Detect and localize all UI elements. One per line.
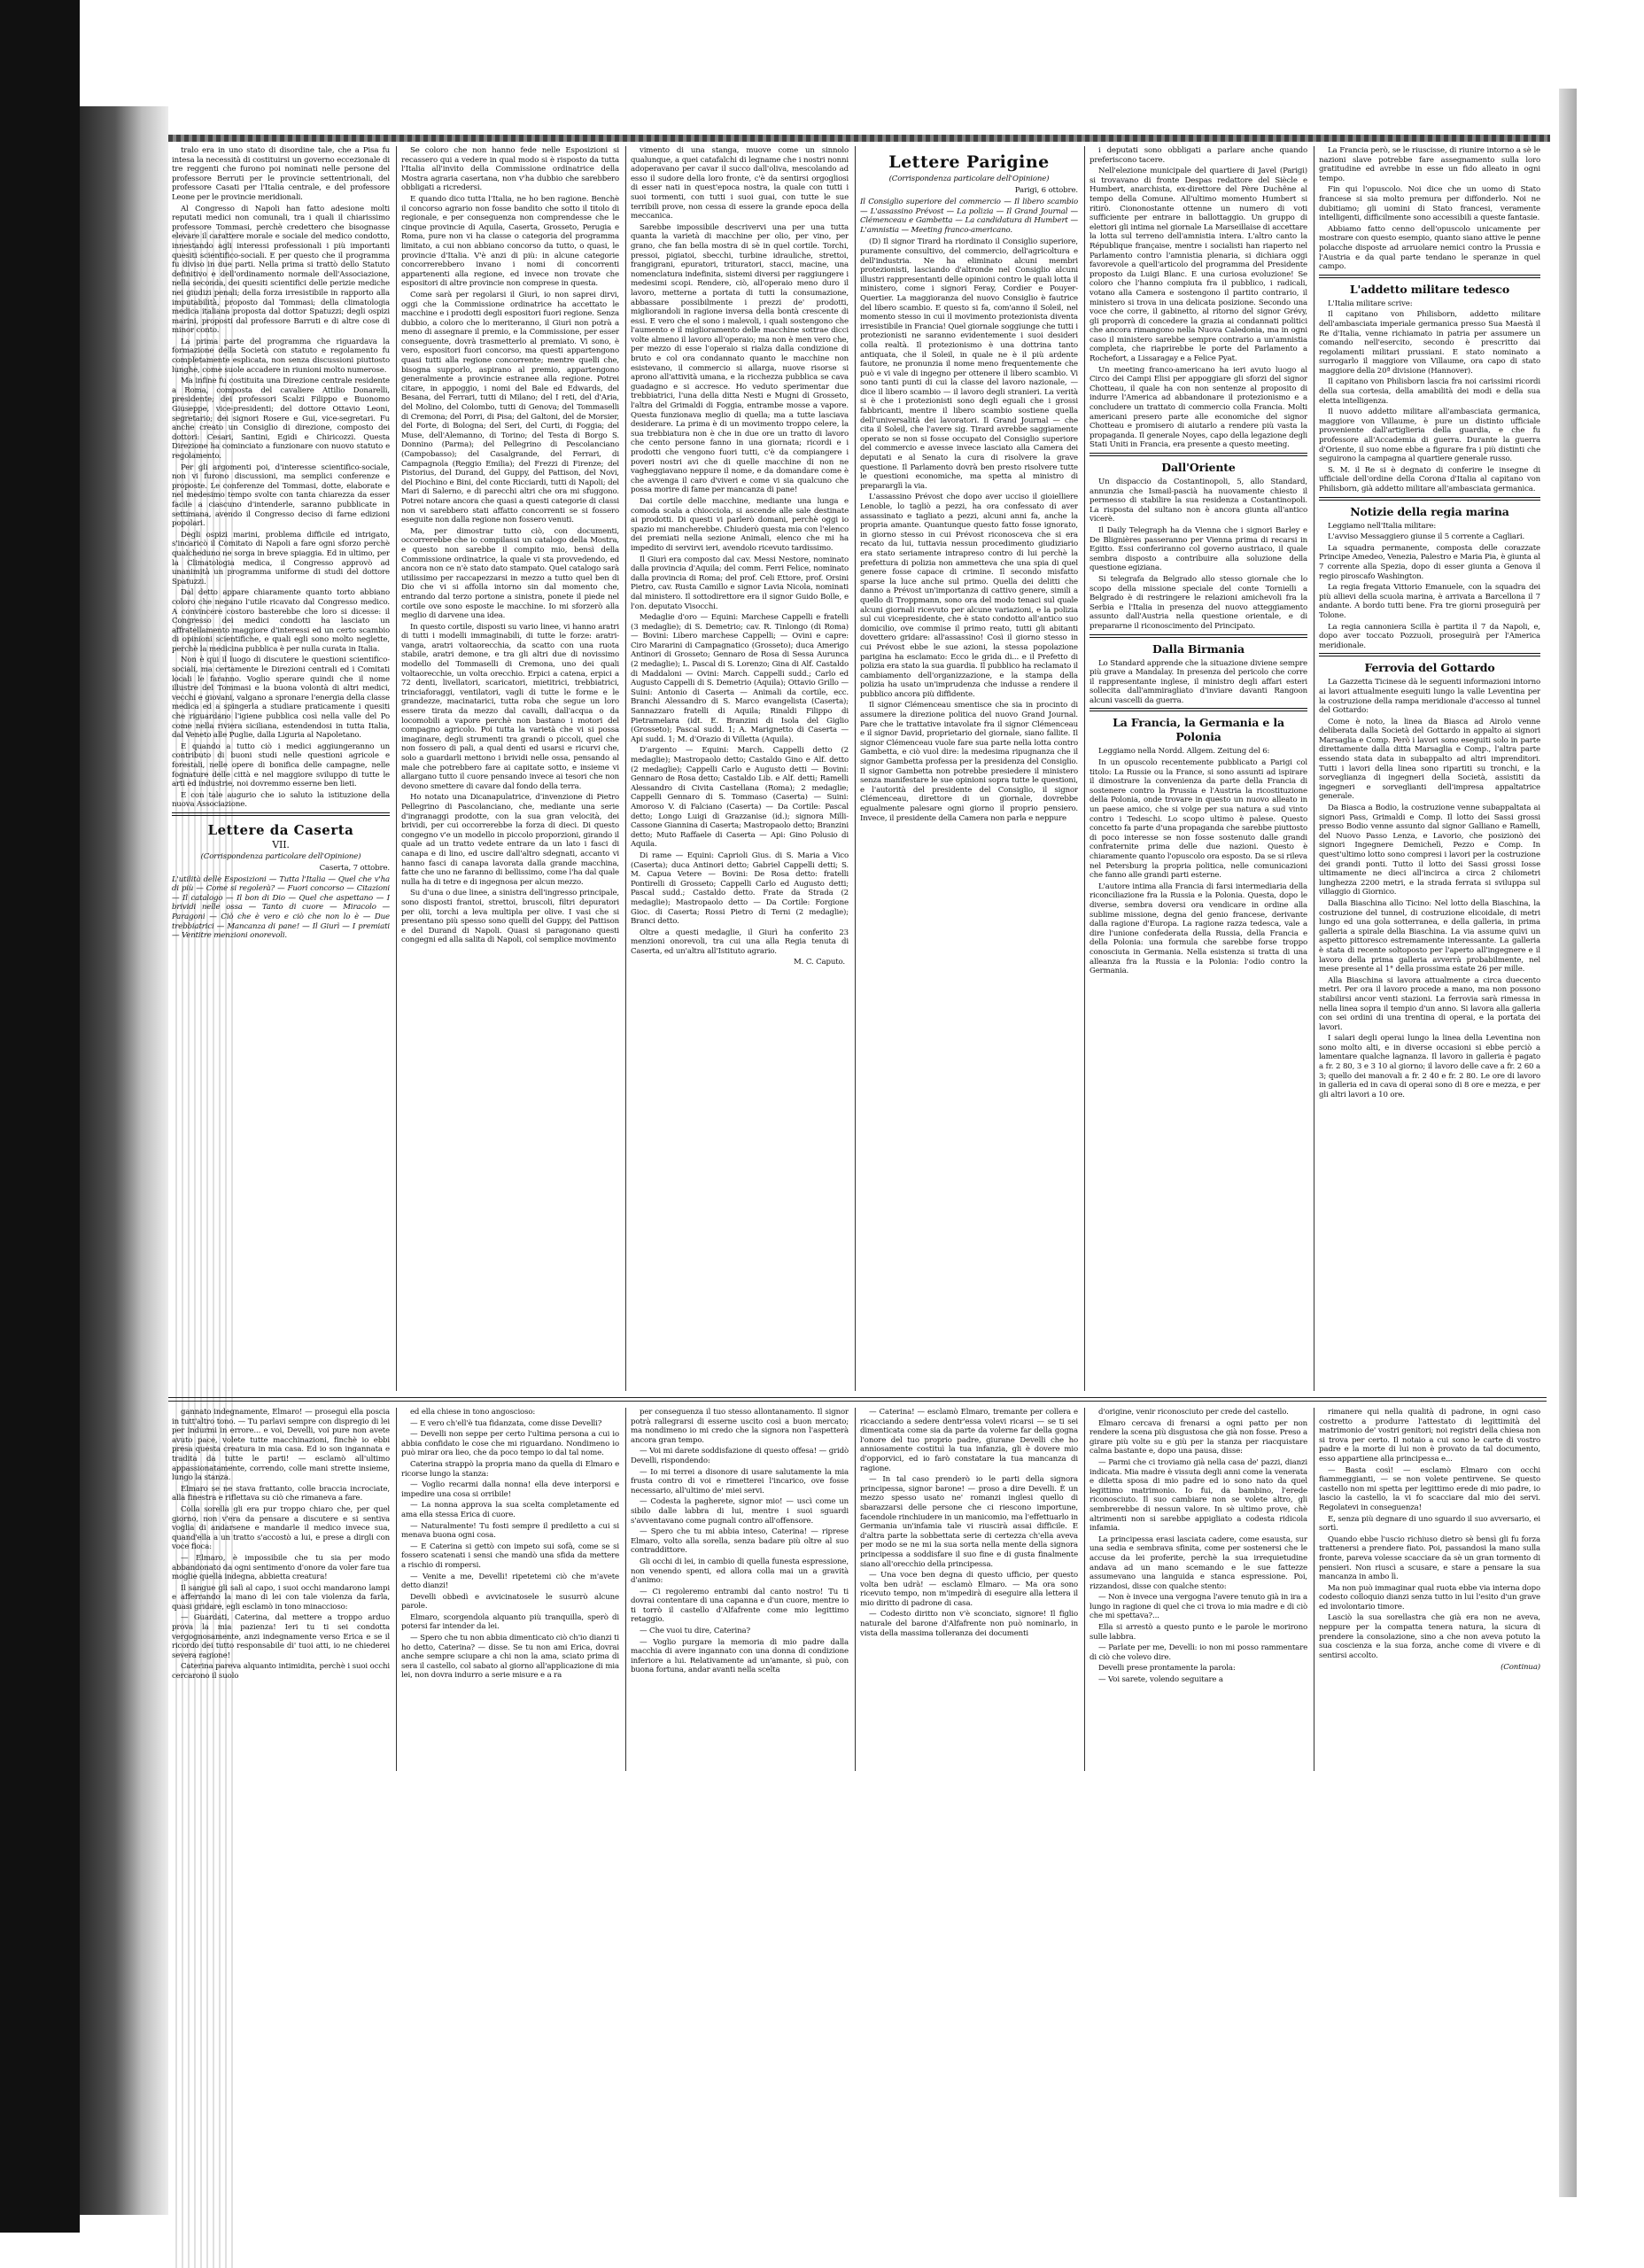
lower-column-6 <box>1319 1408 1540 1771</box>
upper-column-3 <box>631 146 849 1391</box>
feuilleton-text <box>1090 1408 1307 1685</box>
lower-column-2 <box>401 1408 619 1771</box>
paragraph: Il nuovo addetto militare all'ambasciata germanica, maggiore von Villaume, è pure un distinto ufficiale proveniente dall'artiglieria della guardia, e che fu professore all'Accademia di guerra. Durante la guerra d'Oriente, il suo nome ebbe a figurare fra i più distinti che seguirono la campagna al quartiere generale russo. <box>1319 408 1540 464</box>
paragraph: Elmaro, scorgendola alquanto più tranquilla, sperò di potersi far intender da lei. <box>401 1612 619 1632</box>
column-rule <box>1084 146 1085 1391</box>
dateline: Parigi, 6 ottobre. <box>1014 186 1078 195</box>
paragraph: — E Caterina si gettò con impeto sui sofà, come se si fossero scatenati i sensi che mandò una sfida da mettere a rischio di rompersi. <box>401 1542 619 1570</box>
paragraph: — Codesto diritto non v'è sconciato, signore! Il figlio naturale del barone d'Alfafrente non può nominarlo, in vista della massima tolleranza dei documenti <box>860 1610 1078 1638</box>
paragraph: La regia cannoniera Scilla è partita il 7 da Napoli, e, dopo aver toccato Pozzuoli, proseguirà per l'America meridionale. <box>1319 622 1540 650</box>
paragraph: Leggiamo nell'Italia militare: <box>1328 521 1437 531</box>
heading-ferrovia-gottardo: Ferrovia del Gottardo <box>1364 661 1495 675</box>
heading-addetto-militare: L'addetto militare tedesco <box>1349 282 1510 296</box>
paragraph: — Codesta la pagherete, signor mio! — uscì come un sibilo dalle labbra di lui, mentre i suoi sguardi s'avventavano come pugnali contro all'offensore. <box>631 1497 849 1526</box>
paragraph: Dai cortile delle macchine, mediante una lunga e comoda scala a chiocciola, si ascende alle sale destinate ai prodotti. Di questi vi parlerò domani, perchè oggi io spazio mi mancherebbe. Chiuderò questa mia con l'elenco dei premiati nella sezione Animali, elenco che mi ha impedito di servirvi ieri, avendolo ricevuto tardissimo. <box>631 496 849 553</box>
book-binding <box>80 106 168 2215</box>
article-polonia-continued <box>1319 146 1540 272</box>
lower-column-4 <box>860 1408 1078 1771</box>
paragraph: — La nonna approva la sua scelta completamente ed ama ella stessa Erica di cuore. <box>401 1501 619 1519</box>
feuilleton-text <box>631 1408 849 1675</box>
paragraph: Su d'una o due linee, a sinistra dell'ingresso principale, sono disposti frantoi, strettoi, bruscoli, filtri depuratori per olii, torchi a leva multipla per olive. I vasi che si presentano più spesso sono quelli del Guppy, del Pattison e del Durand di Napoli. Quasi si paragonano questi congegni ed alla salita di Napoli, col semplice movimento <box>401 889 619 945</box>
paragraph: La prima parte del programma che riguardava la formazione della Società con statuto e regolamento fu completamente esplicata, non senza discussioni piuttosto lunghe, come suole accadere in riunioni molto numerose. <box>172 337 390 375</box>
paragraph: Il sangue gli salì al capo, i suoi occhi mandarono lampi e afferrando la mano di lei con tale violenza da farla, quasi gridare, egli esclamò in tono minaccioso: <box>172 1583 390 1612</box>
paragraph: — Io mi terrei a disonore di usare salutamente la mia frusta contro di voi e rimetterei l'incarico, ove fosse necessario, all'ultimo de' miei servi. <box>631 1467 849 1495</box>
paragraph: Il capitano von Philisborn, addetto militare dell'ambasciata imperiale germanica presso Sua Maestà il Re d'Italia, venne richiamato in patria per assumere un comando nell'esercito, secondo è prescritto dai regolamenti militari prussiani. E stato nominato a surrogarlo il maggiore von Villaume, ora capo di stato maggiore della 20ª divisione (Hannover). <box>1319 310 1540 376</box>
paragraph: — Voi mi darete soddisfazione di questo offesa! — gridò Develli, rispondendo: <box>631 1447 849 1465</box>
section-divider <box>1090 634 1307 638</box>
paragraph: Lo Standard apprende che la situazione diviene sempre più grave a Mandalay. In presenza del pericolo che corre il rappresentante inglese, il ministro degli affari esteri sollecita dall'ammiragliato d'inviare davanti Rangoon alcuni vascelli da guerra. <box>1090 658 1307 705</box>
paragraph: vimento di una stanga, muove come un sinnolo qualunque, a quei catafalchi di legname che i nostri nonni adoperavano per cavar il succo dall'oliva, mescolando ad esso il sudore della loro fronte, c'è da sentirsi orgogliosi di esser nati in quest'epoca nostra, la quale con tutti i suoi tormenti, con tutti i suoi guai, con tutte le sue terribili prove, non cessa di essere la grande epoca della meccanica. <box>631 146 849 221</box>
paragraph: Il Giurì era composto dal cav. Messi Nestore, nominato dalla provincia d'Aquila; del comm. Ferri Felice, nominato dalla provincia di Roma; del prof. Celi Ettore, prof. Orsini Pietro, cav. Rusta Camillo e signor Lavia Nicola, nominati dal ministero. Il sottodirettore era il signor Guido Bolle, e l'on. deputato Visocchi. <box>631 555 849 611</box>
paragraph: — Basta così! — esclamò Elmaro con occhi fiammeggianti, — se non volete pentirvene. Se questo castello non mi spetta per legittimo erede di mio padre, io lascio la castello, la vi fo scacciare dal mio dei servi. Regolatevi in conseguenza! <box>1319 1465 1540 1512</box>
paragraph: E quando dico tutta l'Italia, ne ho ben ragione. Benchè il concorso agrario non fosse bandito che sotto il titolo di regionale, e per conseguenza non comprendesse che le cinque provincie di Aquila, Caserta, Grosseto, Perugia e Roma, pure non vi ha classe o categoria del programma limitato, a cui non abbiano concorso da tutto, o quasi, le provincie d'Italia. V'è anzi di più: in alcune categorie concorrerebbero invano i nomi di concorrenti appartenenti alla regione, ed invece non trovate che espositori di altre provincie non comprese in questa. <box>401 194 619 289</box>
paragraph: Per gli argomenti poi, d'interesse scientifico-sociale, non vi furono discussioni, ma semplici conferenze e proposte. Le conferenze del Tommasi, dotte, elaborate e nel medesimo tempo svolte con tanta chiarezza da esser facile a ciascuno d'intenderle, saranno pubblicate in settimana, avendo il Congresso deciso di farne edizioni popolari. <box>172 462 390 529</box>
page-edge-right <box>1559 89 1577 2197</box>
paragraph: La Gazzetta Ticinese dà le seguenti informazioni intorno ai lavori attualmente eseguiti lungo la valle Leventina per la costruzione della rampa meridionale d'accesso al tunnel del Gottardo: <box>1319 678 1540 716</box>
paragraph: Ma non può immaginar qual ruota ebbe via interna dopo codesto colloquio dianzi senza tutto in lui l'esito d'un grave ed involontario timore. <box>1319 1583 1540 1612</box>
paragraph: — In tal caso prenderò io le parti della signora principessa, signor barone! — proso a dire Develli. È un mezzo spesso usato ne' romanzi inglesi quello di sbarazzarsi delle persone che ci riescono importune, facendole rinchiudere in un manicomio, ma l'effettuarlo in Germania un'infamia tale vi riuscirà assai difficile. E d'altra parte la sobbettata serie di certezza ch'ella aveva per modo se ne mi la sua sorta nella mente della signora principessa a soddisfare il suo fine e di gusta finalmente siano all'orecchio della principessa. <box>860 1475 1078 1569</box>
paragraph: L'avviso Messaggiero giunse il 5 corrente a Cagliari. <box>1328 532 1525 542</box>
paragraph: Sarebbe impossibile descrivervi una per una tutta quanta la varietà di macchine per olio, per vino, per grano, che fan bella mostra di sè in quel cortile. Torchi, pressoi, pigiatoi, sbecchi, turbine idrauliche, strettoi, frangigrani, epuratori, trituratori, stacci, macine, una nomenclatura indefinita, sistemi diversi per raggiungere i medesimi scopi. Rendere, ciò, all'operaio meno duro il lavoro, metterne a portata di tutti la consumazione, abbassare possibilmente i prezzi de' prodotti, migliorandoli in ragione inversa della bontà crescente di essi. E vero che el sono i malevoli, i quali sostengono che l'aumento e il miglioramento delle macchine sottrae dicci volte almeno il lavoro all'operaio; ma non è men vero che, per mezzo di esse l'operaio si rialza dalla condizione di bruto e col ora condannato quanto le macchine non esistevano, il commercio si allarga, nuove risorse si aprono all'attività umana, e la ricchezza pubblica se cava guadagno e si accresce. Ho veduto sperimentar due trebbiatrici, l'una della ditta Nesti e Mugni di Grosseto, l'altra del Grimaldi di Foggia, entrambe mosse a vapore. Questa funzionava meglio di quella; ma a tutte lasciava desiderare. La prima è di un movimento troppo celere, la sua trebbiatura non è che in due ore un tratto di lavoro che cento persone fanno in una giornata; ricordi e i prodotti che vengono fuori tutti, c'è da compiangere i poveri nostri avi che di quelle macchine di non ne vagheggiavano neppure il nome, e da domandare come è che avvenga il caro d'viveri e come vi sia qualcuno che possa morire di fame per mancanza di pane! <box>631 222 849 495</box>
paragraph: Come sarà per regolarsi il Giurì, io non saprei dirvi, oggi che la Commissione ordinatrice ha accettato le macchine e i prodotti degli espositori fuori regione. Senza dubbio, a coloro che lo meriteranno, il Giurì non potrà a meno di assegnare il premio, e la Commissione, per esser conseguente, dovrà trasmetterlo al premiato. Vi sono, è vero, espositori fuori concorso, ma questi appartengono quasi tutti alla regione concorrente; mentre quelli che, bisogna supporlo, aspirano al premio, appartengono generalmente a provincie estranee alla regione. Potrei citare, in appoggio, i nomi del Bale ed Edwards, del Besana, del Ferrari, tutti di Milano; del I reti, del d'Aria, del Molino, del Colombo, tutti di Genova; del Tommaselli di Cremona; del Porri, di Pisa; del Galtoni, del de Morsier, del Forte, di Bologna; del Seri, del Curti, di Foggia; del Muse, dell'Alemanno, di Torino; del Testa di Borgo S. Donnino (Parma); del Pellegrino di Pescolanciano (Campobasso); del Casalgrande, del Ferrari, di Campagnola (Reggio Emilia); del Frezzi di Firenze; del Pistorius, del Durand, del Guppy, del Pattison, del Novi, del Piochino e Bini, del conte Ricciardi, tutti di Napoli; del Mari di Salerno, e di parecchi altri che ora mi sfuggono. Potrei notare ancora che quasi a questi categorie di classi non vi sarebbero stati affatto concorrenti se si fossero eseguite non dalla regione non fossero venuti. <box>401 290 619 525</box>
paragraph: La Francia però, se le riuscisse, di riunire intorno a sè le nazioni slave potrebbe fare assegnamento sulla loro gratitudine ed avrebbe in esse un fido alleato in ogni tempo. <box>1319 146 1540 183</box>
paragraph: — Develli non seppe per certo l'ultima persona a cui io abbia confidato le cose che mi riguardano. Nondimeno io può mirar ora lieo, che da poco tempo io dal tal nome. <box>401 1430 619 1458</box>
article-francia-germania-polonia <box>1090 747 1307 975</box>
dark-background-left <box>0 0 80 2233</box>
article-medical-congress <box>172 146 390 810</box>
signature: M. C. Caputo. <box>794 958 845 967</box>
feuilleton-rule-top <box>168 1397 1547 1398</box>
feuilleton-text <box>1319 1408 1540 1660</box>
article-oriente <box>1090 478 1307 632</box>
article-caserta-continued <box>631 146 849 956</box>
paragraph: tralo era in uno stato di disordine tale, che a Pisa fu intesa la necessità di costituirsi un governo eccezionale di tre reggenti che furono poi nominati nelle persone del professore Berruti per le provincie settentrionali, del professore Casati per l'Italia centrale, e del professore Leone per le provincie meridionali. <box>172 146 390 202</box>
paragraph: Elmaro cercava di frenarsi a ogni patto per non rendere la scena più disgustosa che già non fosse. Preso a girare più volte su e giù per la stanza per riacquistare calma bastante e, dopo una pausa, disse: <box>1090 1418 1307 1456</box>
article-parigine-body <box>860 237 1078 823</box>
column-rule <box>625 146 626 1391</box>
paragraph: L'Italia militare scrive: <box>1328 299 1413 308</box>
paragraph: gannato indegnamente, Elmaro! — proseguì ella poscia in tutt'altro tono. — Tu parlavi sempre con dispregio di lei per indurmi in errore... e voi, Develli, voi pure non avete avuto pace, volete tutte macchinazioni, finchè io ebbi presa questa creatura in mia casa. Ed io son ingannata e tradita da tutte le parti! — esclamò all'ultimo appassionatamente, correndo, colle mani strette insieme, lungo la stanza. <box>172 1408 390 1483</box>
paragraph: E con tale augurio che io saluto la istituzione della nuova Associazione. <box>172 790 390 810</box>
section-summary: L'utilità delle Esposizioni — Tutta l'Italia — Quel che v'ha di più — Come si regolerà? — Fuori concorso — Citazioni — Il catalogo — Il bon di Dio — Quel che aspettano — I brividi nelle ossa — Tanto di cuore — Miracolo — Paragoni — Ciò che è vero e ciò che non lo è — Due trebbiatrici — Mancanza di pane! — Il Giurì — I premiati — Ventitre menzioni onorevoli. <box>172 874 390 941</box>
paragraph: Abbiamo fatto cenno dell'opuscolo unicamente per mostrare con questo esempio, quanto siano attive le penne polacche disposte ad arruolare nemici contro la Prussia e l'Austria e da qual parte tendano le speranze in quel campo. <box>1319 224 1540 272</box>
paragraph: — Una voce ben degna di questo ufficio, per questo volta ben udrà! — esclamò Elmaro. — Ma ora sono ricevuto tempo, non m'impedirà di eseguire alla lettera il mio diritto di padrone di casa. <box>860 1571 1078 1608</box>
paragraph: Il signor Clémenceau smentisce che sia in procinto di assumere la direzione politica del nuovo Grand Journal. Pare che le trattative intavolate fra il signor Clémenceau e il signor David, proprietario del giornale, siano fallite. Il signor Clémenceau vuole fare sua parte nella lotta contro Gambetta, e ciò vuol dire: la medesima ripugnanza che il signor Gambetta professa per la presidenza del Consiglio. Il signor Gambetta non potrebbe presiedere il ministero senza manifestare le sue opinioni sopra tutte le questioni, e l'autorità del presidente del Consiglio, il signor Clémenceau, direttore di un giornale, dovrebbe egualmente palesare ogni giorno il proprio pensiero. Invece, il presidente della Camera non parla e neppure <box>860 701 1078 823</box>
heading-oriente: Dall'Oriente <box>1161 461 1236 474</box>
top-border <box>168 135 1550 142</box>
paragraph: — Che vuoi tu dire, Caterina? <box>640 1627 750 1636</box>
paragraph: Ma infine fu costituita una Direzione centrale residente a Roma, composta del cavaliere Attilio Donarelli, presidente; dei professori Scalzi Filippo e Buonomo Giuseppe, vice-presidenti; del dottore Ottavio Leoni, segretario; dei signori Rosere e Gui, vice-segretari. Fu anche creato un Consiglio di direzione, composto dei dottori: Cesari, Santini, Egidi e Chiricozzi. Questa Direzione ha cominciato a funzionare con nuovo statuto e regolamento. <box>172 377 390 461</box>
upper-column-6 <box>1319 146 1540 1391</box>
feuilleton-text <box>172 1408 390 1682</box>
paragraph: Di rame — Equini: Caprioli Gius. di S. Maria a Vico (Caserta); duca Antinori detto; Gabriel Cappelli detti; S. M. Capua Vetere — Bovini: De Rosa detto: fratelli Pontirelli di Grosseto; Cappelli Carlo ed Augusto detti; Pascal sudd.; Castaldo detto. Frate da Strada (2 medaglie); Mastropaolo detto — Da Cortile: Forgione Gioc. di Caserta; Rossi Pietro di Terni (2 medaglie); Branci detto. <box>631 850 849 927</box>
section-number: VII. <box>272 838 290 850</box>
feuilleton-text <box>860 1408 1078 1638</box>
upper-column-2 <box>401 146 619 1391</box>
paragraph: In questo cortile, disposti su vario linee, vi hanno aratri di tutti i modelli immaginabili, di tutte le forze: aratri-vanga, aratri voltaorecchia, da scatto con una ruota stabile, aratri demone, e tra gli altri due di novissimo modello del Tommaselli di Cremona, uno dei quali voltaorecchie, un volta orecchio. Erpici a catena, erpici a 72 denti, livellatori, scaricatori, mietitrici, trebbiatrici, trinciaforaggi, ventilatori, vagli di tutte le forme e le grandezze, macinatarici, tutta roba che segue un loro essere tirata da mezzo dal cavalli, dall'acqua o da locomobili a vapore perchè non bastano i motori del compagno agricolo. Poi tutta la varietà che vi si possa imaginare, degli strumenti tra grandi o piccoli, quel che non fossero di pali, a qual denti ed usarsi e ricurvi che, solo a guardarli mettono i brividi nelle ossa, pensando al male che potrebbero fare ai capitate sotto, e insieme vi allargano tutto il cuore pensando invece ai tesori che non devono smettere di cavare dal fondo della terra. <box>401 622 619 791</box>
section-subtitle: (Corrispondenza particolare dell'Opinione) <box>200 851 361 861</box>
paragraph: Caterina strappò la propria mano da quella di Elmaro e ricorse lungo la stanza: <box>401 1459 619 1479</box>
section-divider <box>1319 653 1540 656</box>
paragraph: Un dispaccio da Costantinopoli, 5, allo Standard, annunzia che Ismail-pascià ha nuovamente chiesto il permesso di stabilire la sua residenza a Costantinopoli. La risposta del sultano non è ancora giunta all'antico vicerè. <box>1090 478 1307 524</box>
paragraph: Develli obbedì e avvicinatosele le susurrò alcune parole. <box>401 1592 619 1612</box>
paragraph: Quando ebbe l'uscio richiuso dietro sè bensì gli fu forza trattenersi a prendere fiato. Poi, passandosi la mano sulla fronte, pareva volesse scacciare da sè un gran tormento di pensieri. Non riuscì a scusare, e stare a pensare la sua mancanza in ambo lì. <box>1319 1534 1540 1582</box>
lower-column-1 <box>172 1408 390 1771</box>
section-divider <box>1319 275 1540 278</box>
paragraph: Il Daily Telegraph ha da Vienna che i signori Barley e De Blignières passeranno per Vienna prima di recarsi in Egitto. Essi conferiranno col governo austriaco, il quale sembra disposto a contribuire alla soluzione della questione egiziana. <box>1090 525 1307 573</box>
section-title-parigine: Lettere Parigine <box>888 152 1050 172</box>
column-rule <box>855 1408 856 1771</box>
paragraph: Se coloro che non hanno fede nelle Esposizioni si recassero qui a vedere in qual modo si è risposto da tutta l'Italia all'invito della Commissione ordinatrice della Mostra agraria casertana, non v'ha dubbio che sarebbero obbligati a ricredersi. <box>401 146 619 193</box>
heading-regia-marina: Notizie della regia marina <box>1350 504 1509 518</box>
paragraph: per conseguenza il tuo stesso allontanamento. Il signor potrà rallegrarsi di esserne uscito così a buon mercato; ma nondimeno io mi credo che la signora non l'aspetterà ancora gran tempo. <box>631 1408 849 1445</box>
paragraph: — Guardati, Caterina, dal mettere a troppo arduo prova la mia pazienza! Ieri tu ti sei condotta vergognosamente, anzi indegnamente verso Erica e se il ricordo dei tutto responsabile di' tuoi atti, io ne chiederei severa ragione! <box>172 1613 390 1660</box>
upper-column-1 <box>172 146 390 1391</box>
paragraph: Lasciò la sua sorellastra che già era non ne aveva, neppure per la compatta tenera natura, la sicura di prendere la consolazione, sino a che non aveva potuto la sua coscienza e la sua forza, anche come di vivere e di sentirsi accolto. <box>1319 1613 1540 1660</box>
paragraph: La squadra permanente, composta delle corazzate Principe Amedeo, Venezia, Palestro e Maria Pia, è giunta al 7 corrente alla Spezia, dopo di esser giunta a Genova il regio piroscafo Washington. <box>1319 543 1540 581</box>
paragraph: — Voi sarete, volendo seguitare a <box>1098 1675 1223 1685</box>
paragraph: S. M. il Re si è degnato di conferire le insegne di ufficiale dell'ordine della Corona d'Italia al capitano von Philisborn, già addetto militare all'ambasciata germanica. <box>1319 465 1540 493</box>
paragraph: Un meeting franco-americano ha ieri avuto luogo al Circo dei Campi Elisi per appoggiare gli sforzi del signor Chotteau, il quale ha con non sentenze al proposito di indurre l'America ad abbandonare il protezionismo e a concludere un trattato di commercio colla Francia. Molti americani presero parte alle economiche del signor Chotteau e promisero di aiutarlo a rendere più vasta la propaganda. Il generale Noyes, capo della legazione degli Stati Uniti in Francia, era presente a questo meeting. <box>1090 365 1307 450</box>
paragraph: Develli prese prontamente la parola: <box>1098 1664 1236 1674</box>
article-ferrovia-gottardo <box>1319 678 1540 1099</box>
paragraph: — Spero che tu mi abbia inteso, Caterina! — riprese Elmaro, volto alla sorella, senza badare più oltre al suo contraddittore. <box>631 1527 849 1556</box>
article-birmania <box>1090 659 1307 706</box>
upper-column-5 <box>1090 146 1307 1391</box>
section-divider <box>1090 453 1307 456</box>
upper-column-4 <box>860 146 1078 1391</box>
section-summary: Il Consiglio superiore del commercio — Il libero scambio — L'assassino Prévost — La polizia — Il Grand Journal — Clémenceau e Gambetta — La candidatura di Humbert — L'amnistia — Meeting franco-americano. <box>860 198 1078 235</box>
paragraph: Ella si arrestò a questo punto e le parole le morirono sulle labbra. <box>1090 1623 1307 1642</box>
paragraph: Degli ospizi marini, problema difficile ed intrigato, s'incaricò il Comitato di Napoli a fare ogni sforzo perchè qualcheduno ne sorga in breve spiaggia. Ed in ultimo, per la Climatologia medica, il Congresso approvò ad unanimità un programma uniforme di studi del dottore Spatuzzi. <box>172 530 390 586</box>
lower-column-3 <box>631 1408 849 1771</box>
paragraph: — Voglio purgare la memoria di mio padre dalla macchia di avere ingannato con una donna di condizione inferiore a lui. Relativamente ad un'amante, sì può, con buona fortuna, andar avanti nella scelta <box>631 1637 849 1675</box>
paragraph: Gli occhi di lei, in cambio di quella funesta espressione, non venendo spenti, ed allora colla mai un a gravità d'animo: <box>631 1557 849 1586</box>
paragraph: — Venite a me, Develli! ripetetemi ciò che m'avete detto dianzi! <box>401 1572 619 1591</box>
paragraph: — Naturalmente! Tu fosti sempre il prediletto a cui si menava buona ogni cosa. <box>401 1521 619 1541</box>
paragraph: Colla sorella gli era pur troppo chiaro che, per quel giorno, non v'era da pensare a discutere e si sentiva voglia di andarsene e mandarle il medico invece sua, quand'ella a un tratto s'accostò a lui, e prese a dirgli con voce fioca: <box>172 1504 390 1552</box>
paragraph: La regia fregata Vittorio Emanuele, con la squadra dei più allievi della scuola marina, è arrivata a Barcellona il 7 andante. A bordo tutti bene. Fra tre giorni proseguirà per Tolone. <box>1319 583 1540 620</box>
column-rule <box>625 1408 626 1771</box>
paragraph: — Spero che tu non abbia dimenticato ciò ch'io dianzi ti ho detto, Caterina? — disse. Se tu non ami Erica, dovrai anche sempre sciupare a chi non la ama, sciato prima di sera il castello, col sabato al giorno all'applicazione di mia lei, non dovra indurro a serie misure e a ra <box>401 1634 619 1681</box>
paragraph: I salari degli operai lungo la linea della Leventina non sono molto alti, e in diverse occasioni si ebbe perciò a lamentare qualche lagnanza. Il lavoro in galleria è pagato a fr. 2 80, 3 e 3 10 al giorno; il lavoro delle cave a fr. 2 60 a 3; quello dei manovali a fr. 2 40 e fr. 2 80. Le ore di lavoro in galleria ed in cava di operai sono di 8 ore e mezza, e per gli altri lavori a 10 ore. <box>1319 1034 1540 1099</box>
paragraph: — Non è invece una vergogna l'avere tenuto già in ira a lungo in ragione di quel che ci trova io mia madre e di ciò che mi spettava?... <box>1090 1593 1307 1621</box>
column-rule <box>396 1408 397 1771</box>
paragraph: — Parlate per me, Develli: io non mi posso rammentare di ciò che volevo dire. <box>1090 1643 1307 1662</box>
paragraph: (D) Il signor Tirard ha riordinato il Consiglio superiore, puramente consultivo, del commercio, dell'agricoltura e dell'industria. Ne ha eliminato alcuni membri protezionisti, lasciando d'altronde nel Consiglio alcuni illustri rappresentanti delle opinioni contro le quali lotta il ministero, come i signori Feray, Cordier e Pouyer-Quertier. La maggioranza del nuovo Consiglio è fautrice del libero scambio. E questo si fa, com'anno il Soleil, nel momento stesso in cui il movimento protezionista diventa irresistibile in Francia! Quel giornale soggiunge che tutti i protezionisti ne saranno evidentemente i suoi desideri colla realtà. Il protezionismo è una dottrina tanto antiquata, che il Soleil, in quale ne è il più ardente fautore, ne pronunzia il nome meno frequentemente che può e vi vale di ingegno per ottenere il libero scambio. Vi sono tanti punti di cui la classe del lavoro nazionale, — dice il libero scambio — il lavoro degli stranieri. La verità si è che i protezionisti sono degli eguali che i grossi fabbricanti, mentre il libero scambio sostiene quella dell'universalità dei lavoratori. Il Grand Journal — che cita il Soleil, che l'avere sig. Tirard avrebbe saggiamente operato se non si fosse occupato del Consiglio superiore del commercio e avesse invece lasciato alla Camera dei deputati e al Senato la cura di risolvere la grave questione. Il Parlamento dovrà ben presto risolvere tutte le questioni economiche, ma spetta al ministro di prepararglì la via. <box>860 237 1078 491</box>
paragraph: ed ella chiese in tono angoscioso: <box>410 1408 536 1417</box>
section-subtitle: (Corrispondenza particolare dell'Opinione) <box>888 175 1050 183</box>
paragraph: Non è qui il luogo di discutere le questioni scientifico-sociali, ma certamente le Direzioni centrali ed i Comitati locali le faranno. Voglio sperare quindi che il nome illustre del Tommasi e la buona volontà di altri medici, vecchi e giovani, valgano a spronare l'energia della classe medica ed a spingerla a studiare praticamente i quesiti che riguardano l'igiene pubblica così nella valle del Po come nella riviera siciliana, estendendosi in tutta Italia, dal Veneto alle Puglie, dalla Liguria al Napoletano. <box>172 656 390 741</box>
paragraph: Ho notato una Dicanapulatrice, d'invenzione di Pietro Pellegrino di Pascolanciano, che, mediante una serie d'ingranaggi prodotte, con la sua gran velocità, dei brividi, per cui occorrerebbe la forza di dieci. Di questo congegno v'e un modello in piccolo proporzioni, girando il quale ad un tratto vedete entrare da un lato i fasci di canapa e di lino, ed uscire dall'altro sdegnati, accanto vi hanno fasci di canapa lavorata dalla grande macchina, fatte che uno ne faranno di bellissimo, come l'ha dal quale nulla ha di tetre e di ingegnosa per alcun mezzo. <box>401 793 619 887</box>
dateline: Caserta, 7 ottobre. <box>319 863 390 873</box>
paragraph: Medaglie d'oro — Equini: Marchese Cappelli e fratelli (3 medaglie); di S. Demetrio; cav. R. Tinlongo (di Roma) — Bovini: Libero marchese Cappelli; — Ovini e capre: Ciro Mararini di Campagnatico (Grosseto); duca Amerigo Antinori di Grosseto; Gennaro de Rosa di Sessa Aurunca (2 medaglie); L. Pascal di S. Lorenzo; Gina di Alf. Castaldo di Maddaloni — Ovini: March. Cappelli sudd.; Carlo ed Augusto Cappelli di S. Demetrio (Aquila); Ottavio Grillo — Suini: Antonio di Caserta — Animali da cortile, ecc. Branchi Alessandro di S. Marco evangelista (Caserta); Sannazzaro fratelli di Aquila; Rinaldi Filippo di Pietramelara (idt. E. Branzini di Isola del Giglio (Grosseto); Pascal sudd. 1; A. Marignetto di Caserta — Api sudd. 1; M. d'Orazio di Villetta (Aquila). <box>631 613 849 744</box>
paragraph: rimanere qui nella qualità di padrone, in ogni caso costretto a produrre l'attestato di legittimità del matrimonio de' vostri genitori; noi registri della chiesa non si trova per certo. Il notaio a cui sono le carte di vostro padre e la morte di lui non è provato da tal documento, esso appartiene alla principessa e... <box>1319 1408 1540 1464</box>
lower-column-5 <box>1090 1408 1307 1771</box>
paragraph: — Ci regoleremo entrambi dal canto nostro! Tu ti dovrai contentare di una capanna e d'un cuore, mentre io ti torrò il castello d'Alfafrente come mio legittimo retaggio. <box>631 1587 849 1625</box>
paragraph: Fin qui l'opuscolo. Noi dice che un uomo di Stato francese si sia molto premura per diffonderlo. Noi ne dubitiamo; gli uomini di Stato francesi, veramente intelligenti, difficilmente sono accessibili a queste fantasie. <box>1319 185 1540 223</box>
paragraph: D'argento — Equini: March. Cappelli detto (2 medaglie); Mastropaolo detto; Castaldo Gino e Alf. detto (2 medaglie); Cappelli Carlo e Augusto detti — Bovini: Gennaro de Rosa detto; Castaldo Lib. e Alf. detti; Ramelli Alessandro di Civita Castellana (Roma); 2 medaglie; Cappelli Gennaro di S. Tommaso (Caserta) — Suini: Amoroso V. di Falciano (Caserta) — Da Cortile: Pascal detto; Longo Luigi di Grazzanise (id.); signora Milli-Cassone Giannina di Caserta; Mastropaolo detto; Branzini detto; Muto Raffaele di Caserta — Api: Gino Polusio di Aquila. <box>631 746 849 850</box>
paragraph: Al Congresso di Napoli han fatto adesione molti reputati medici non comunali, tra i quali il chiarissimo professore Tommasi, perchè credettero che bisognasse elevare il carattere morale e sociale del medico condotto, innestando agli interessi professionali i più importanti quesiti scientifico-sociali. E per questo che il programma fu diviso in due parti. Nella prima si trattò dello Statuto definitivo e dell'ordinamento normale dell'Associazione, nella seconda, dei quesiti scientifici delle perizie mediche nei giudizi penali; della forza irresistibile in rapporto alla imputabilità, proposto dal Tommasi; della climatologia medica italiana proposta dal dottor Spatuzzi; degli ospizi marini, proposti dal professore Barruti e di altre cose di minor conto. <box>172 204 390 336</box>
paragraph: La principessa erasi lasciata cadere, come esausta, sur una sedia e sembrava sfinita, come per sostenersi che le accuse da lei proferite, perchè la sua irrequietudine andava ad un mano scemando e le sue fattezze assumevano una languida e stanca espressione. Poi, rizzandosi, disse con qualche stento: <box>1090 1534 1307 1591</box>
section-title-caserta: Lettere da Caserta <box>207 821 354 838</box>
continua-label: (Continua) <box>1501 1663 1540 1673</box>
paragraph: Alla Biaschina si lavora attualmente a circa duecento metri. Per ora il lavoro procede a mano, ma non possono stabilirsi ancor venti stazioni. La ferrovia sarà rimessa in nella linea sopra il tempio d'un anno. Si lavora alla galleria con sei ordini di una trentina di operai, e la portata dei lavori. <box>1319 975 1540 1032</box>
paragraph: — E vero ch'ell'è tua fidanzata, come disse Develli? <box>410 1418 602 1428</box>
paragraph: Leggiamo nella Nordd. Allgem. Zeitung del 6: <box>1098 747 1270 757</box>
paragraph: — Caterina! — esclamò Elmaro, tremante per collera e ricacciando a sedere dentr'essa volevi ricarsi — se ti sei dimenticata come sia da parte da volerne far della gogna l'onore del tuo proprio padre, giurane Develli che ho anniosamente costituì la tua infanzia, gli è dovere mio d'opporvici, ed io farò constatare la tua mancanza di ragione. <box>860 1408 1078 1473</box>
feuilleton-text <box>401 1408 619 1681</box>
paragraph: L'assassino Prévost che dopo aver ucciso il gioielliere Lenoble, lo tagliò a pezzi, ha ora confessato di aver assassinato e tagliato a pezzi, alcuni anni fa, anche la propria amante. Quantunque questo fatto fosse ignorato, in giorno stesso in cui Prévost riconosceva che si era recato da lui, tuttavia nessun procedimento giudiziario era stato seriamente intrapreso contro di lui perchè la prefettura di polizia non ammetteva che una spia di quel genere fosse capace di crimine. Il secondo misfatto sparse la luce anche sul primo. Quella dei delitti che danno a Prévost un'importanza di cattivo genere, simili a quello di Troppmann, sono ora del modo tenaci sul quale alcuni giornali ricevuto per alcune variazioni, e la polizia sul cui vicepresidente, che è stato condotto all'antico suo domicilio, ove commise il primo reato, tutti gli abitanti dovettero gridare: all'assassino! Così il giorno stesso in cui Prévost ebbe le sue azioni, la stessa popolazione parigina ha esclamato: Ecco le grida di... e il Prefetto di polizia era stato la sua guardia. Il pubblico ha reclamato il cambiamento dell'organizzazione, e la stampa della polizia ha usato un'imprudenza che indusse a rendere il pubblico ancora più diffidente. <box>860 493 1078 699</box>
paragraph: Il capitano von Philisborn lascia fra noi carissimi ricordi della sua cortesia, della amabilità dei modi e della sua eletta intelligenza. <box>1319 377 1540 406</box>
paragraph: Caterina pareva alquanto intimidita, perchè i suoi occhi cercarono il suolo <box>172 1662 390 1682</box>
paragraph: Nell'elezione municipale del quartiere di Javel (Parigi) si trovavano di fronte Despas redattore del Siècle e Humbert, anarchista, ex-direttore del Père Duchêne al tempo della Comune. All'ultimo momento Humbert si ritirò. Ciononostante ottenne un numero di voti sufficiente per entrare in ballottaggio. Un gruppo di elettori gli intima nel giornale La Marseillaise di accettare la lotta sul terreno dell'amnistia intera. L'altro canto la République française, mentre i socialisti han riaperto nel Parlamento contro l'amnistia plenaria, si dichiara oggi favorevole a quell'articolo del programma del Presidente proposto da Luigi Blanc. E una curiosa evoluzione! Se coloro che l'hanno compiuta fra il pubblico, i radicali, votano alla Camera e sostengono il partito contrario, il ministero si trova in una delicata posizione. Secondo una voce che corre, il gabinetto, al ritorno del signor Grévy, gli proporrà di concedere la grazia ai condannati politici che ancora rimangono nella Nuova Caledonia, ma in ogni caso il ministero sarebbe sempre contrario a un'amnistia completa, che riaprirebbe le porte del Parlamento a Rochefort, a Lissaragay e a Felice Pyat. <box>1090 167 1307 364</box>
paragraph: E quando a tutto ciò i medici aggiungeranno un contributo di buoni studi nelle questioni agricole e forestali, nelle opere di bonifica delle campagne, nelle fognature delle città e nel maggiore sviluppo di tutte le arti ed industrie, noi dovremmo esserne ben lieti. <box>172 742 390 789</box>
paragraph: Oltre a questi medaglie, il Giurì ha conferito 23 menzioni onorevoli, tra cui una alla Regia tenuta di Caserta, ed un'altra all'Istituto agrario. <box>631 928 849 956</box>
article-regia-marina <box>1319 522 1540 651</box>
heading-francia-germania-polonia: La Francia, la Germania e la Polonia <box>1113 716 1284 744</box>
paragraph: d'origine, venir riconosciuto per crede del castello. <box>1098 1408 1289 1417</box>
section-divider <box>1319 497 1540 501</box>
section-divider <box>172 812 390 816</box>
newspaper-page <box>168 146 1550 2224</box>
paragraph: L'autore intima alla Francia di farsi intermediaria della riconciliazione fra la Russia e la Polonia. Questa, dopo le diverse, sembra doversi ora vendicare in ordine alla sublime missione, degna del genio francese, derivante dalla ragione d'Europa. La ragione razza tedesca, vale a dire l'unione confederata della Russia, della Francia e della Polonia: una formula che sarebbe forse troppo conosciuta in Germania. Nella esistenza si tratta di una alleanza fra la Russia e la Polonia: l'odio contro la Germania. <box>1090 882 1307 976</box>
feuilleton-rule-bottom <box>168 1401 1547 1402</box>
article-addetto-militare <box>1319 299 1540 494</box>
paragraph: Come è noto, la linea da Biasca ad Airolo venne deliberata dalla Società del Gottardo in appalto ai signori Marsaglia e Comp. Però i lavori sono eseguiti solo in parte direttamente dalla ditta Marsaglia e Comp., l'altra parte essendo stata data in subappalto ad altri imprenditori. Tutti i lavori della linea sono ripartiti su tronchi, e la sorveglianza di ingegneri della Società, assistiti da ingegneri e sorveglianti dell'impresa appaltatrice generale. <box>1319 717 1540 802</box>
article-parigine-continued <box>1090 146 1307 450</box>
paragraph: — Parmi che ci troviamo già nella casa de' pazzi, dianzi indicata. Mia madre è vissuta degli anni come la venerata e diletta sposa di mio padre ed io sono nato da quel legittimo matrimonio. Io fui, da bambino, l'erede riconosciuto. Il suo cambiare non se volete altro, gli sembrerebbe di nessun valore. In sè ultimo prove, chè altrimenti non si sarebbe appigliato a codesta ridicola infamia. <box>1090 1457 1307 1534</box>
paragraph: Ma, per dimostrar tutto ciò, con documenti, occorrerebbe che io compilassi un catalogo della Mostra, e questo non sarebbe il compito mio, bensì della Commissione ordinatrice, la quale vi sta provvedendo, ed ancora non ce n'è stato dato stampato. Quel catalogo sarà utilissimo per raccapezzarsi in mezzo a tutto quel ben di Dio che vi si affolla intorno sin dal momento che, entrando dal terzo portone a sinistra, ponete il piede nel cortile ove sono esposte le macchine. Io mi sforzerò alla meglio di darvene una idea. <box>401 526 619 621</box>
paragraph: — Voglio recarmi dalla nonna! ella deve interporsi e impedire una cosa si orribile! <box>401 1480 619 1499</box>
paragraph: i deputati sono obbligati a parlare anche quando preferiscono tacere. <box>1090 146 1307 165</box>
paragraph: Dalla Biaschina allo Ticino: Nel lotto della Biaschina, la costruzione del tunnel, di costruzione elicoidale, di metri lungo ed una gola sotterranea, e della galleria, in prima galleria a spirale della Biaschina. La via assume quivi un aspetto pittoresco estremamente interessante. La galleria è stata di recente soltoposto per l'aperto all'ingegnere e il lavoro della prima galleria avverrà probabilmente, nel mese presente al 1° della prossima estate 26 per mille. <box>1319 898 1540 975</box>
column-rule <box>396 146 397 1391</box>
heading-birmania: Dalla Birmania <box>1152 641 1245 656</box>
paragraph: Dal detto appare chiaramente quanto torto abbiano coloro che negano l'utile ricavato dal Congresso medico. A convincere costoro basterebbe che loro si dicesse: il Congresso dei medici condotti ha lasciato un affratellamento maggiore d'interessi ed un certo scambio di opinioni scientifiche, e quali egli sono molto neglette, perchè la medicina pubblica è per nulla curata in Italia. <box>172 588 390 654</box>
column-rule <box>855 146 856 1391</box>
column-rule <box>1084 1408 1085 1771</box>
paragraph: Elmaro se ne stava frattanto, colle braccia incrociate, alla finestra e riflettava su ciò che rimaneva a fare. <box>172 1484 390 1503</box>
section-divider <box>1090 708 1307 711</box>
paragraph: Da Biasca a Bodio, la costruzione venne subappaltata ai signori Pass, Grimaldi e Comp. Il lotto dei Sassi grossi presso Bodio venne assunto dal signor Galliano e Ramelli, del Nuovo Passo Lenza, e Lavorio, che posizionò dei signori Ingegnere Demichelì, Pezzo e Comp. In quest'ultimo lotto sono compresi i lavori per la costruzione dei grandi ponti. Tutto il lotto dei Sassi grossi Iosse ultimamente ne dieci all'incirca a circa 2 chilometri lunghezza 2200 metri, e la strada ferrata si sviluppa sul villaggio di Giornico. <box>1319 804 1540 897</box>
paragraph: E, senza più degnare di uno sguardo il suo avversario, ei sortì. <box>1319 1514 1540 1534</box>
paragraph: — Elmaro, è impossibile che tu sia per modo abbandonato da ogni sentimento d'onore da voler fare tua moglie quella indegna, abbietta creatura! <box>172 1553 390 1582</box>
article-caserta-body <box>401 146 619 945</box>
paragraph: Si telegrafa da Belgrado allo stesso giornale che lo scopo della missione speciale del conte Tornielli a Belgrado è di restringere le relazioni amichevoli fra la Serbia e l'Italia in presenza del nuovo atteggiamento assunto dall'Austria nella questione orientale, e di prepararne il riconoscimento del Principato. <box>1090 574 1307 631</box>
paragraph: In un opuscolo recentemente pubblicato a Parigi col titolo: La Russie ou la France, si sono assunti ad ispirare il dimostrare la convenienza da parte della Francia di sostenere contro la Prussia e l'Austria la ricostituzione della Polonia, onde trovare in questo un nuovo alleato in un paese amico, che si volge per sua natura a sud vinto contro i Tedeschi. Lo scopo ultimo è palese. Questo concetto fa parte d'una propaganda che sarebbe piuttosto di poco interesse se non fosse sostenuto dalle grandi confraternite prima delle due nazioni. Questo è chiaramente quanto l'opuscolo ora esposto. Da se si rileva nel Petersburg la propria politica, nelle comunicazioni che fanno alle grandi parti esterne. <box>1090 758 1307 881</box>
